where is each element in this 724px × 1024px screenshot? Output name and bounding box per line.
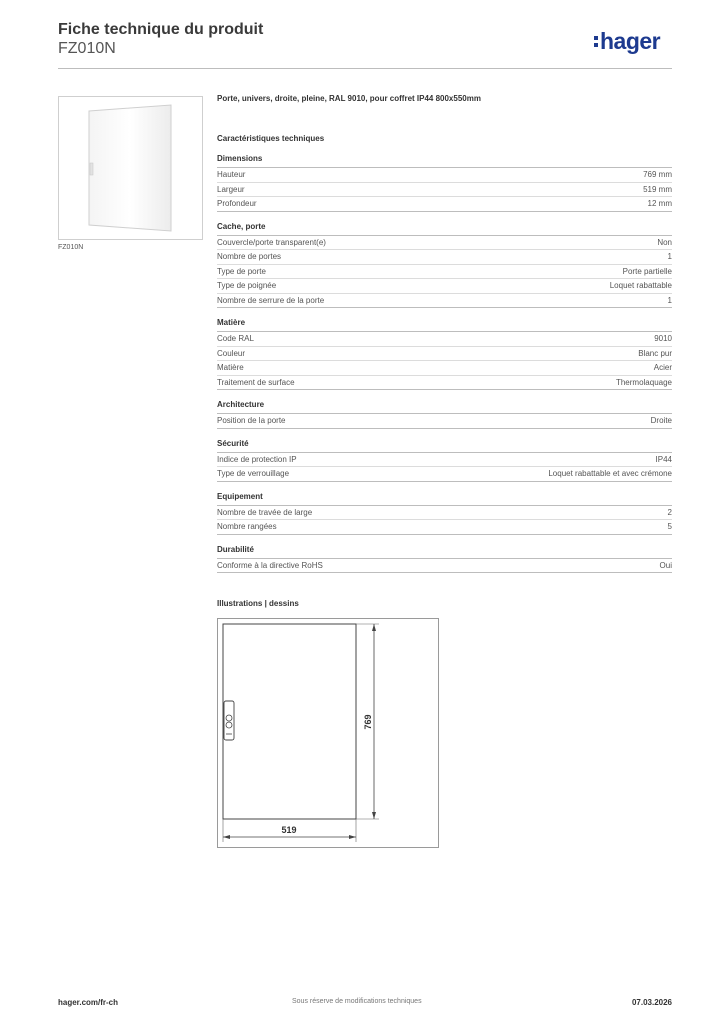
section-title: Sécurité xyxy=(217,439,672,453)
technical-drawing xyxy=(217,618,439,848)
spec-row xyxy=(217,506,672,521)
spec-row xyxy=(217,197,672,212)
spec-value: Loquet rabattable xyxy=(609,281,672,290)
spec-row xyxy=(217,168,672,183)
spec-label: Nombre de serrure de la porte xyxy=(217,295,325,305)
logo-text: hager xyxy=(600,28,661,54)
footer-website[interactable]: hager.com/fr-ch xyxy=(58,998,119,1007)
spec-row xyxy=(217,265,672,280)
spec-value: 2 xyxy=(667,507,672,517)
illustrations-heading: Illustrations | dessins xyxy=(217,599,299,608)
spec-value: Blanc pur xyxy=(638,348,672,358)
spec-value: Acier xyxy=(653,363,672,372)
spec-value: Droite xyxy=(650,416,672,425)
spec-label: Nombre de portes xyxy=(217,252,282,261)
section-architecture xyxy=(217,400,672,429)
spec-label: Type de porte xyxy=(217,266,266,276)
spec-value: 9010 xyxy=(654,334,672,343)
spec-row xyxy=(217,376,672,391)
spec-label: Nombre de travée de large xyxy=(217,507,313,517)
width-dimension-label: 519 xyxy=(281,825,297,835)
spec-label: Couvercle/porte transparent(e) xyxy=(217,237,326,247)
spec-row xyxy=(217,279,672,294)
spec-row xyxy=(217,453,672,468)
spec-label: Profondeur xyxy=(217,199,257,208)
spec-label: Position de la porte xyxy=(217,416,286,425)
spec-panel xyxy=(217,94,672,573)
logo-dots-icon xyxy=(594,36,598,47)
spec-value: 519 mm xyxy=(643,184,672,194)
spec-row xyxy=(217,361,672,376)
spec-row xyxy=(217,414,672,429)
section-title: Cache, porte xyxy=(217,222,672,236)
spec-label: Couleur xyxy=(217,348,246,358)
product-reference: FZ010N xyxy=(58,40,116,57)
spec-row xyxy=(217,183,672,198)
spec-value: Oui xyxy=(659,560,672,570)
spec-value: Non xyxy=(657,237,672,247)
spec-value: 1 xyxy=(667,295,672,305)
product-image xyxy=(58,96,203,240)
height-dimension-label: 769 xyxy=(363,714,373,730)
spec-value: 769 mm xyxy=(643,170,672,179)
footer-date: 07.03.2026 xyxy=(631,998,672,1007)
spec-label: Indice de protection IP xyxy=(217,454,297,464)
section-title: Architecture xyxy=(217,400,672,414)
spec-label: Conforme à la directive RoHS xyxy=(217,560,323,570)
spec-value: IP44 xyxy=(655,454,672,464)
section-title: Matière xyxy=(217,318,672,332)
spec-row xyxy=(217,236,672,251)
spec-row xyxy=(217,559,672,574)
page-title: Fiche technique du produit xyxy=(58,21,264,38)
spec-label: Hauteur xyxy=(217,170,246,179)
header-divider xyxy=(58,68,672,69)
hager-logo xyxy=(594,28,660,55)
footer-note: Sous réserve de modifications techniques xyxy=(292,998,422,1005)
spec-label: Largeur xyxy=(217,184,245,194)
spec-value: 12 mm xyxy=(647,199,672,208)
spec-label: Code RAL xyxy=(217,334,254,343)
spec-row xyxy=(217,250,672,265)
spec-label: Traitement de surface xyxy=(217,377,295,387)
spec-row xyxy=(217,520,672,535)
image-caption: FZ010N xyxy=(58,244,84,251)
spec-label: Type de verrouillage xyxy=(217,469,290,478)
spec-label: Nombre rangées xyxy=(217,522,277,531)
spec-value: Loquet rabattable et avec crémone xyxy=(548,469,672,478)
section-durabilite xyxy=(217,545,672,574)
spec-label: Matière xyxy=(217,363,244,372)
spec-value: Thermolaquage xyxy=(615,377,672,387)
spec-row xyxy=(217,332,672,347)
section-dimensions xyxy=(217,154,672,212)
section-equipement xyxy=(217,492,672,535)
section-matiere xyxy=(217,318,672,390)
door-thumbnail-icon xyxy=(59,97,202,239)
spec-value: 5 xyxy=(667,522,672,531)
section-title: Equipement xyxy=(217,492,672,506)
spec-row xyxy=(217,467,672,482)
door-drawing-icon xyxy=(217,618,439,848)
spec-value: 1 xyxy=(667,252,672,261)
spec-label: Type de poignée xyxy=(217,281,277,290)
spec-row xyxy=(217,294,672,309)
section-cache-porte xyxy=(217,222,672,309)
spec-row xyxy=(217,347,672,362)
product-description: Porte, univers, droite, pleine, RAL 9010, pour coffret IP44 800x550mm xyxy=(217,94,481,103)
spec-heading: Caractéristiques techniques xyxy=(217,134,325,143)
section-securite xyxy=(217,439,672,482)
section-title: Durabilité xyxy=(217,545,672,559)
section-title: Dimensions xyxy=(217,154,672,168)
spec-value: Porte partielle xyxy=(622,266,672,276)
